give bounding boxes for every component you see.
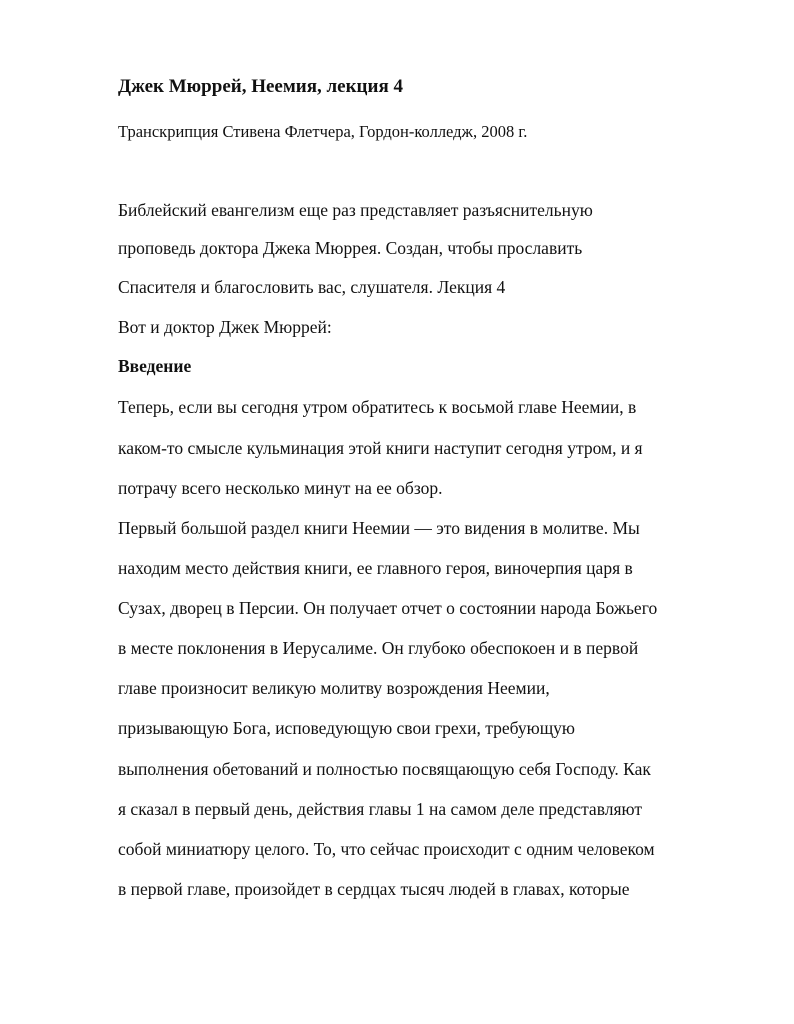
document-title: Джек Мюррей, Неемия, лекция 4 bbox=[118, 76, 403, 97]
speaker-line: Вот и доктор Джек Мюррей: bbox=[118, 317, 332, 337]
transcription-credit: Транскрипция Стивена Флетчера, Гордон-колледж, 2008 г. bbox=[118, 122, 528, 141]
paragraph-line: в первой главе, произойдет в сердцах тысяч людей в главах, которые bbox=[118, 879, 630, 899]
paragraph-line: призывающую Бога, исповедующую свои грехи, требующую bbox=[118, 718, 576, 738]
paragraph-line: выполнения обетований и полностью посвящающую себя Господу. Как bbox=[118, 759, 651, 779]
paragraph-line: потрачу всего несколько минут на ее обзор. bbox=[118, 478, 443, 498]
section-heading: Введение bbox=[118, 356, 192, 376]
paragraph-line: каком-то смысле кульминация этой книги наступит сегодня утром, и я bbox=[118, 438, 643, 458]
intro-line: Спасителя и благословить вас, слушателя. Лекция 4 bbox=[118, 277, 506, 297]
intro-line: Библейский евангелизм еще раз представляет разъяснительную bbox=[118, 200, 593, 220]
paragraph-line: я сказал в первый день, действия главы 1 на самом деле представляют bbox=[118, 799, 643, 819]
intro-line: проповедь доктора Джека Мюррея. Создан, чтобы прославить bbox=[118, 238, 583, 258]
paragraph-line: главе произносит великую молитву возрождения Неемии, bbox=[118, 678, 550, 698]
paragraph-line: собой миниатюру целого. То, что сейчас происходит с одним человеком bbox=[118, 839, 655, 859]
paragraph-line: Теперь, если вы сегодня утром обратитесь к восьмой главе Неемии, в bbox=[118, 397, 637, 417]
paragraph-line: находим место действия книги, ее главного героя, виночерпия царя в bbox=[118, 558, 633, 578]
paragraph-line: Сузах, дворец в Персии. Он получает отчет о состоянии народа Божьего bbox=[118, 598, 658, 618]
paragraph-line: в месте поклонения в Иерусалиме. Он глубоко обеспокоен и в первой bbox=[118, 638, 639, 658]
paragraph-line: Первый большой раздел книги Неемии — это видения в молитве. Мы bbox=[118, 518, 640, 538]
